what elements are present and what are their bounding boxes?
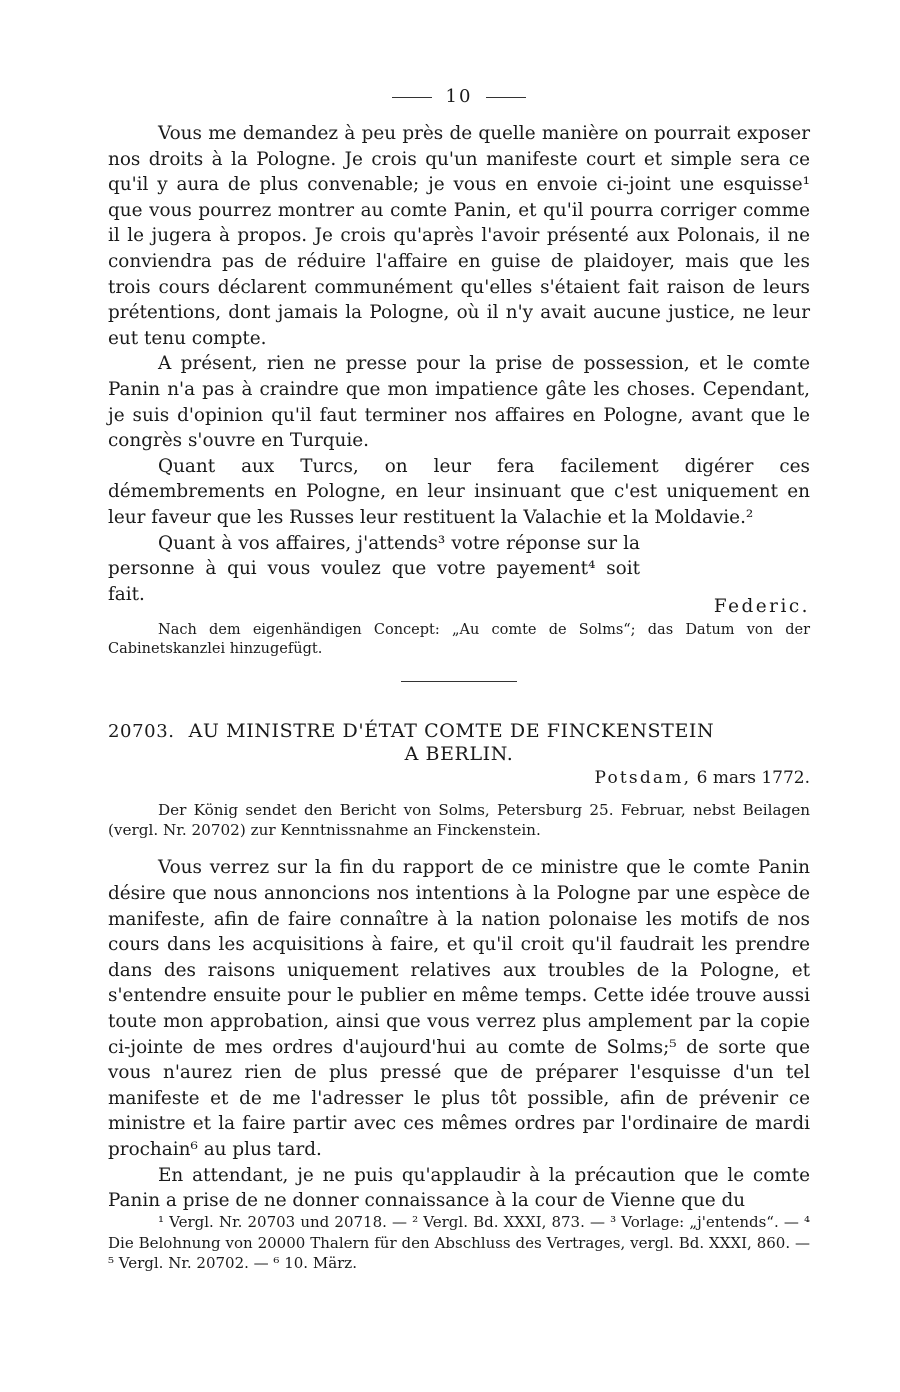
section-divider <box>401 681 517 682</box>
editorial-summary: Der König sendet den Bericht von Solms, Petersburg 25. Februar, nebst Beilagen (vergl. Nr. 20702) zur Kenntnissnahme an Finckenstein. <box>108 801 810 840</box>
letter-heading <box>108 720 810 766</box>
closing-block <box>108 531 810 618</box>
place: Potsdam, <box>594 768 692 789</box>
source-note: Nach dem eigenhändigen Concept: „Au comte de Solms“; das Datum von der Cabinetskanzlei hinzugefügt. <box>108 622 810 658</box>
footnotes <box>108 1212 810 1274</box>
page <box>108 86 810 1214</box>
letter2-paragraph-1: Vous verrez sur la fin du rapport de ce ministre que le comte Panin désire que nous annoncions nos intentions à la Pologne par une espèce de manifeste, afin de faire connaître à la nation polonaise les motifs de nos cours dans les acquisitions à faire, et qu'il croit qu'il faudrait les prendre dans des raisons uniquement relatives aux troubles de la Pologne, et s'entendre ensuite pour le publier en même temps. Cette idée trouve aussi toute mon approbation, ainsi que vous verrez plus amplement par la copie ci-jointe de mes ordres d'aujourd'hui au comte de Solms;⁵ de sorte que vous n'aurez rien de plus pressé que de préparer l'esquisse d'un tel manifeste et de me l'adresser le plus tôt possible, afin de prévenir ce ministre et la faire partir avec ces mêmes ordres par l'ordinaire de mardi prochain⁶ au plus tard. <box>108 857 810 1160</box>
signature: Federic. <box>713 596 810 618</box>
letter2-body <box>108 855 810 1213</box>
dateline <box>108 768 810 788</box>
letter-number: 20703. <box>108 721 175 743</box>
letter1-paragraph-3: Quant aux Turcs, on leur fera facilement digérer ces démembrements en Pologne, en leur insinuant que c'est uniquement en leur faveur que les Russes leur restituent la Valachie et la Moldavie.² <box>108 455 810 528</box>
divider <box>486 97 526 98</box>
letter1-paragraph-1: Vous me demandez à peu près de quelle manière on pourrait exposer nos droits à la Pologne. Je crois qu'un manifeste court et simple sera ce qu'il y aura de plus convenable; je vous en envoie ci-joint une esquisse¹ que vous pourrez montrer au comte Panin, et qu'il pourra corriger comme il le jugera à propos. Je crois qu'après l'avoir présenté aux Polonais, il ne conviendra pas de réduire l'affaire en guise de plaidoyer, mais que les trois cours déclarent communément qu'elles s'étaient fait raison de leurs prétentions, dont jamais la Pologne, où il n'y avait aucune justice, ne leur eut tenu compte. <box>108 123 810 349</box>
divider <box>392 97 432 98</box>
letter2-paragraph-2: En attendant, je ne puis qu'applaudir à la précaution que le comte Panin a prise de ne donner connaissance à la cour de Vienne que du <box>108 1164 810 1212</box>
date: 6 mars 1772. <box>696 768 810 789</box>
heading-line-1: AU MINISTRE D'ÉTAT COMTE DE FINCKENSTEIN <box>188 720 715 743</box>
letter1-paragraph-2: A présent, rien ne presse pour la prise de possession, et le comte Panin n'a pas à craindre que mon impatience gâte les choses. Cependant, je suis d'opinion qu'il faut terminer nos affaires en Pologne, avant que le congrès s'ouvre en Turquie. <box>108 353 810 452</box>
footnote-text: ¹ Vergl. Nr. 20703 und 20718. — ² Vergl. Bd. XXXI, 873. — ³ Vorlage: „j'entends“. — ⁴ Die Belohnung von 20000 Thalern für den Abschluss des Vertrages, vergl. Bd. XXXI, 860. — ⁵ Vergl. Nr. 20702. — ⁶ 10. März. <box>108 1213 810 1272</box>
heading-line-2: A BERLIN. <box>404 743 514 766</box>
letter1-paragraph-4: Quant à vos affaires, j'attends³ votre réponse sur la personne à qui vous voulez que votre payement⁴ soit fait. <box>108 532 640 605</box>
page-number: 10 <box>108 86 810 107</box>
